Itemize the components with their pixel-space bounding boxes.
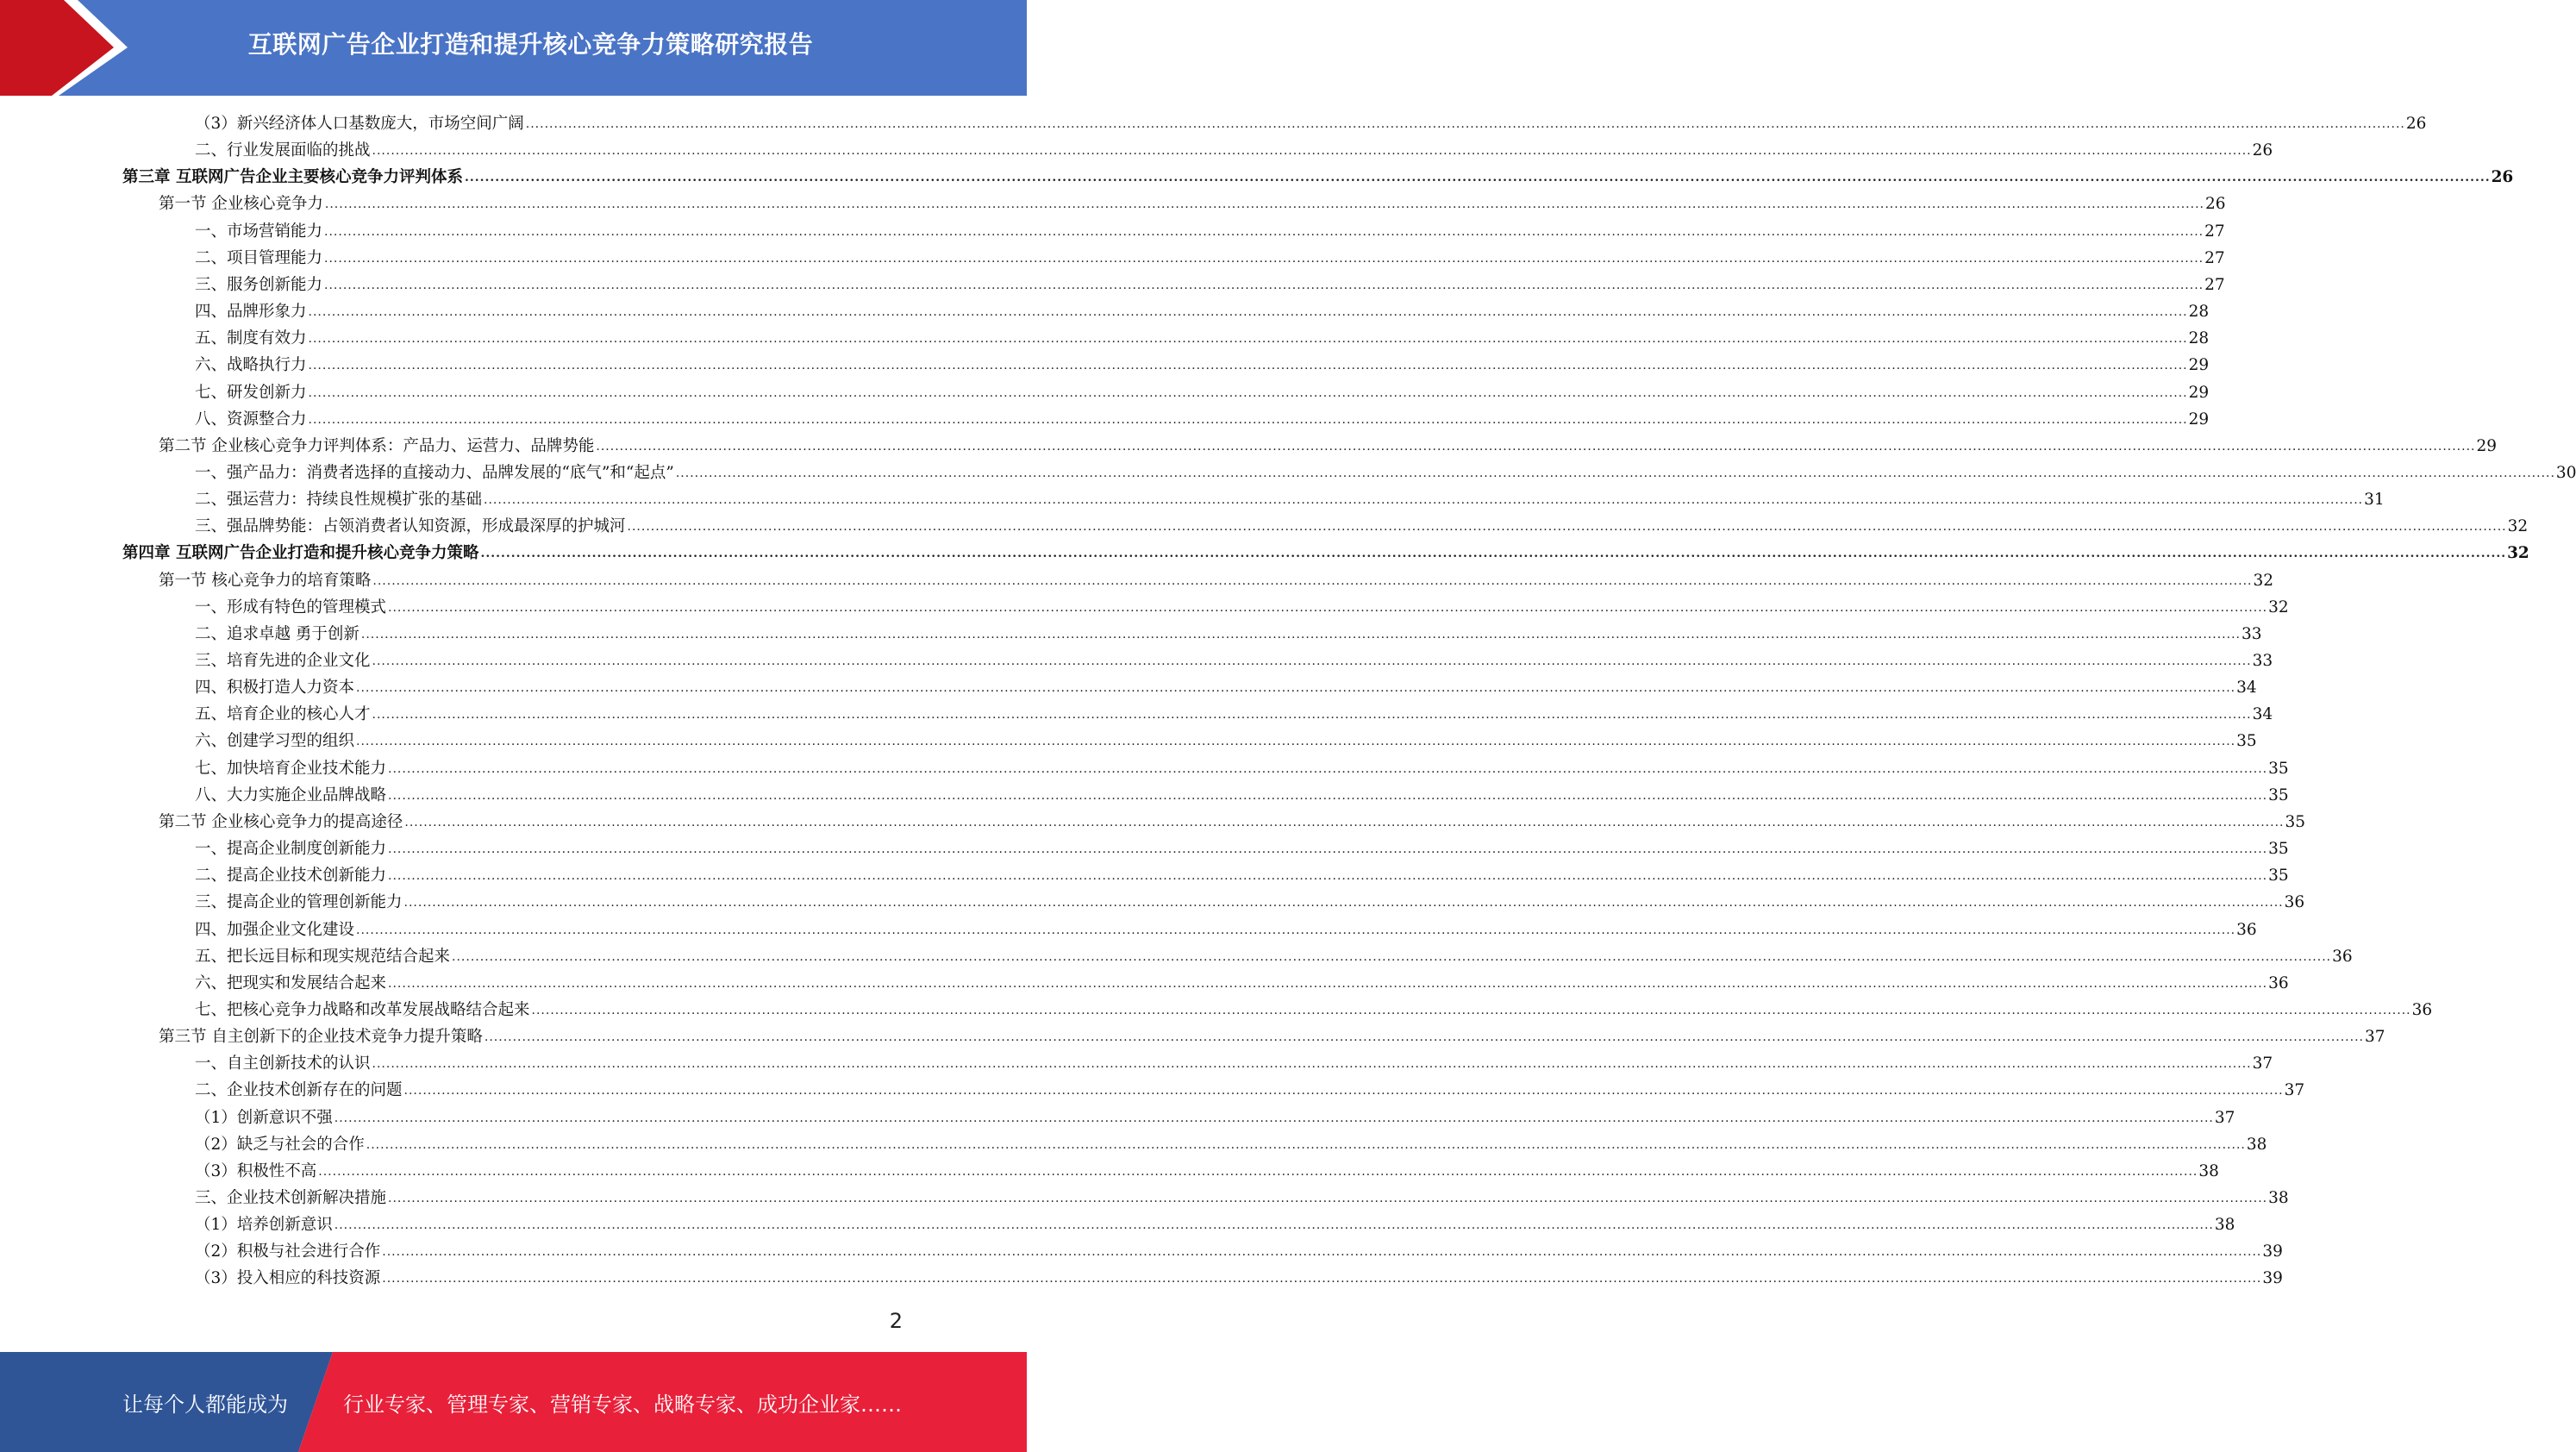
toc-entry-page: 34 [2252,705,2273,724]
toc-entry-label: 二、强运营力：持续良性规模扩张的基础 [195,491,483,510]
toc-leader-dots: ................................................................................................................................................................................................................................................................................................................................................................................................................ [324,251,2204,266]
toc-item-entry[interactable] [195,406,2210,433]
toc-entry-page: 27 [2204,275,2225,294]
toc-item-entry[interactable] [195,1050,2273,1077]
toc-entry-label: 第三章 互联网广告企业主要核心竞争力评判体系 [122,168,463,187]
toc-leader-dots: ................................................................................................................................................................................................................................................................................................................................................................................................................ [308,305,2188,320]
toc-entry-label: 一、强产品力：消费者选择的直接动力、品牌发展的“底气”和“起点” [195,463,674,482]
toc-item-entry[interactable] [195,970,2289,997]
toc-leader-dots: ................................................................................................................................................................................................................................................................................................................................................................................................................ [308,332,2188,347]
toc-leader-dots: ................................................................................................................................................................................................................................................................................................................................................................................................................ [360,627,2241,642]
toc-entry-page: 28 [2188,303,2210,322]
toc-leader-dots: ................................................................................................................................................................................................................................................................................................................................................................................................................ [308,412,2188,427]
toc-entry-page: 32 [2268,598,2289,616]
toc-leader-dots: ................................................................................................................................................................................................................................................................................................................................................................................................................ [675,466,2555,480]
toc-leader-dots: ................................................................................................................................................................................................................................................................................................................................................................................................................ [372,708,2252,723]
toc-entry-label: 六、把现实和发展结合起来 [195,973,387,992]
toc-section-entry[interactable] [159,809,2306,836]
toc-entry-page: 38 [2246,1135,2267,1154]
toc-entry-label: （2）积极与社会进行合作 [195,1242,381,1261]
toc-leader-dots: ................................................................................................................................................................................................................................................................................................................................................................................................................ [388,976,2268,991]
toc-leader-dots: ................................................................................................................................................................................................................................................................................................................................................................................................................ [388,761,2268,776]
toc-entry-label: 第二节 企业核心竞争力评判体系：产品力、运营力、品牌势能 [159,436,595,455]
toc-item-entry[interactable] [195,1131,2267,1158]
toc-section-entry[interactable] [159,567,2274,594]
toc-leader-dots: ................................................................................................................................................................................................................................................................................................................................................................................................................ [531,1003,2411,1017]
toc-leader-dots: ................................................................................................................................................................................................................................................................................................................................................................................................................ [464,171,2491,185]
toc-leader-dots: ................................................................................................................................................................................................................................................................................................................................................................................................................ [388,869,2268,884]
toc-item-entry[interactable] [195,1265,2283,1292]
toc-leader-dots: ................................................................................................................................................................................................................................................................................................................................................................................................................ [403,896,2284,911]
toc-item-entry[interactable] [195,298,2210,325]
toc-item-entry[interactable] [195,1077,2305,1104]
footer-slogan-right: 行业专家、管理专家、营销专家、战略专家、成功企业家…… [343,1392,902,1417]
toc-entry-page: 26 [2491,168,2514,187]
toc-leader-dots: ................................................................................................................................................................................................................................................................................................................................................................................................................ [480,547,2507,561]
toc-entry-page: 33 [2241,624,2262,643]
toc-item-entry[interactable] [195,621,2262,648]
toc-entry-label: 七、研发创新力 [195,383,307,402]
toc-item-entry[interactable] [195,943,2353,970]
toc-entry-label: （3）投入相应的科技资源 [195,1269,381,1288]
toc-entry-page: 38 [2198,1161,2219,1180]
toc-entry-page: 37 [2214,1108,2235,1127]
toc-leader-dots: ................................................................................................................................................................................................................................................................................................................................................................................................................ [403,1084,2284,1098]
toc-leader-dots: ................................................................................................................................................................................................................................................................................................................................................................................................................ [388,842,2268,857]
page-header [0,0,1027,96]
toc-entry-label: 六、战略执行力 [195,356,307,375]
toc-entry-page: 27 [2204,222,2225,241]
toc-leader-dots: ................................................................................................................................................................................................................................................................................................................................................................................................................ [388,1192,2268,1205]
toc-entry-page: 33 [2252,652,2273,670]
toc-leader-dots: ................................................................................................................................................................................................................................................................................................................................................................................................................ [334,1111,2214,1125]
toc-entry-label: 一、市场营销能力 [195,222,323,241]
toc-entry-page: 38 [2214,1216,2235,1235]
toc-item-entry[interactable] [195,1238,2283,1265]
toc-entry-label: 第一节 企业核心竞争力 [159,195,323,214]
toc-entry-label: 三、提高企业的管理创新能力 [195,893,403,912]
toc-entry-page: 36 [2236,920,2257,939]
page-footer [0,1352,1027,1452]
toc-item-entry[interactable] [195,728,2257,754]
toc-leader-dots: ................................................................................................................................................................................................................................................................................................................................................................................................................ [484,1030,2364,1045]
toc-entry-page: 37 [2364,1028,2385,1047]
toc-entry-label: 六、创建学习型的组织 [195,732,355,751]
toc-entry-label: 第二节 企业核心竞争力的提高途径 [159,812,403,831]
toc-item-entry[interactable] [195,218,2225,245]
toc-item-entry[interactable] [195,674,2257,701]
toc-entry-page: 38 [2268,1189,2289,1207]
toc-leader-dots: ................................................................................................................................................................................................................................................................................................................................................................................................................ [382,1272,2262,1286]
toc-leader-dots: ................................................................................................................................................................................................................................................................................................................................................................................................................ [382,1245,2262,1260]
toc-entry-label: 三、强品牌势能：占领消费者认知资源，形成最深厚的护城河 [195,517,626,536]
toc-leader-dots: ................................................................................................................................................................................................................................................................................................................................................................................................................ [308,385,2188,400]
toc-leader-dots: ................................................................................................................................................................................................................................................................................................................................................................................................................ [452,949,2332,964]
toc-leader-dots: ................................................................................................................................................................................................................................................................................................................................................................................................................ [525,117,2405,131]
toc-entry-label: 七、加快培育企业技术能力 [195,759,387,778]
toc-entry-label: 三、培育先进的企业文化 [195,652,371,670]
toc-leader-dots: ................................................................................................................................................................................................................................................................................................................................................................................................................ [596,439,2476,454]
toc-entry-page: 29 [2188,383,2210,402]
toc-chapter-entry[interactable] [122,164,2514,191]
toc-entry-label: 二、追求卓越 勇于创新 [195,624,360,643]
toc-entry-page: 29 [2188,356,2210,375]
toc-entry-page: 30 [2555,463,2576,482]
toc-item-entry[interactable] [195,325,2210,352]
toc-leader-dots: ................................................................................................................................................................................................................................................................................................................................................................................................................ [318,1164,2198,1179]
toc-item-entry[interactable] [195,513,2529,540]
toc-leader-dots: ................................................................................................................................................................................................................................................................................................................................................................................................................ [334,1218,2214,1233]
toc-entry-label: 一、自主创新技术的认识 [195,1055,371,1073]
toc-entry-label: 五、制度有效力 [195,329,307,348]
toc-entry-label: （1）培养创新意识 [195,1216,333,1235]
toc-entry-label: 四、积极打造人力资本 [195,679,355,698]
toc-entry-label: 三、服务创新能力 [195,275,323,294]
toc-entry-page: 35 [2268,759,2289,778]
toc-entry-page: 35 [2268,840,2289,859]
toc-entry-page: 37 [2284,1081,2305,1100]
toc-entry-label: 第一节 核心竞争力的培育策略 [159,571,372,590]
toc-item-entry[interactable] [195,997,2433,1023]
toc-entry-label: （2）缺乏与社会的合作 [195,1135,365,1154]
toc-entry-page: 29 [2188,410,2210,429]
toc-entry-label: 八、大力实施企业品牌战略 [195,785,387,804]
toc-leader-dots: ................................................................................................................................................................................................................................................................................................................................................................................................................ [366,1137,2246,1152]
toc-entry-label: 一、提高企业制度创新能力 [195,840,387,859]
header-title: 互联网广告企业打造和提升核心竞争力策略研究报告 [247,30,814,59]
toc-entry-label: 三、企业技术创新解决措施 [195,1189,387,1207]
toc-entry-label: 五、把长远目标和现实规范结合起来 [195,947,451,966]
toc-entry-page: 32 [2253,571,2274,590]
toc-leader-dots: ................................................................................................................................................................................................................................................................................................................................................................................................................ [356,735,2236,749]
toc-entry-label: 八、资源整合力 [195,410,307,429]
toc-item-entry[interactable] [195,486,2385,513]
toc-entry-page: 36 [2332,947,2353,966]
toc-item-entry[interactable] [195,352,2210,379]
toc-leader-dots: ................................................................................................................................................................................................................................................................................................................................................................................................................ [308,359,2188,373]
toc-item-entry[interactable] [195,1158,2219,1185]
toc-item-entry[interactable] [195,1185,2289,1211]
toc-section-entry[interactable] [159,433,2498,460]
toc-item-entry[interactable] [195,594,2289,621]
toc-entry-page: 37 [2252,1055,2273,1073]
toc-entry-page: 35 [2268,867,2289,886]
toc-leader-dots: ................................................................................................................................................................................................................................................................................................................................................................................................................ [388,788,2268,803]
toc-leader-dots: ................................................................................................................................................................................................................................................................................................................................................................................................................ [404,815,2285,829]
toc-entry-page: 31 [2364,491,2385,510]
toc-entry-page: 39 [2262,1242,2283,1261]
toc-item-entry[interactable] [195,755,2289,782]
toc-item-entry[interactable] [195,1211,2235,1238]
toc-leader-dots: ................................................................................................................................................................................................................................................................................................................................................................................................................ [372,144,2252,159]
toc-item-entry[interactable] [195,272,2225,298]
toc-leader-dots: ................................................................................................................................................................................................................................................................................................................................................................................................................ [324,278,2204,292]
toc-entry-page: 26 [2405,115,2427,133]
toc-section-entry[interactable] [159,191,2226,217]
toc-entry-page: 35 [2268,785,2289,804]
toc-section-entry[interactable] [159,1023,2385,1050]
toc-entry-label: （1）创新意识不强 [195,1108,333,1127]
toc-entry-label: 一、形成有特色的管理模式 [195,598,387,616]
toc-leader-dots: ................................................................................................................................................................................................................................................................................................................................................................................................................ [372,1057,2252,1072]
toc-entry-label: 五、培育企业的核心人才 [195,705,371,724]
toc-entry-page: 36 [2268,973,2289,992]
toc-item-entry[interactable] [195,379,2210,406]
toc-item-entry[interactable] [195,110,2427,137]
toc-entry-page: 29 [2476,436,2498,455]
toc-item-entry[interactable] [195,889,2305,916]
toc-item-entry[interactable] [195,836,2289,862]
toc-entry-label: 第四章 互联网广告企业打造和提升核心竞争力策略 [122,544,479,563]
toc-item-entry[interactable] [195,782,2289,809]
toc-item-entry[interactable] [195,460,2576,486]
toc-entry-page: 32 [2507,544,2529,563]
toc-item-entry[interactable] [195,862,2289,889]
toc-entry-label: 四、加强企业文化建设 [195,920,355,939]
toc-item-entry[interactable] [195,701,2273,728]
toc-entry-label: 四、品牌形象力 [195,303,307,322]
toc-entry-page: 34 [2236,679,2257,698]
toc-entry-label: 二、企业技术创新存在的问题 [195,1081,403,1100]
toc-entry-label: 二、提高企业技术创新能力 [195,867,387,886]
toc-item-entry[interactable] [195,917,2257,943]
toc-entry-page: 39 [2262,1269,2283,1288]
toc-leader-dots: ................................................................................................................................................................................................................................................................................................................................................................................................................ [356,923,2236,937]
toc-entry-page: 35 [2236,732,2257,751]
toc-item-entry[interactable] [195,1105,2235,1131]
toc-entry-label: （3）新兴经济体人口基数庞大，市场空间广阔 [195,115,524,133]
toc-entry-page: 26 [2204,195,2226,214]
toc-chapter-entry[interactable] [122,540,2529,566]
toc-leader-dots: ................................................................................................................................................................................................................................................................................................................................................................................................................ [388,600,2268,615]
toc-entry-label: 七、把核心竞争力战略和改革发展战略结合起来 [195,1000,530,1019]
toc-entry-page: 36 [2411,1000,2433,1019]
toc-entry-page: 28 [2188,329,2210,348]
toc-leader-dots: ................................................................................................................................................................................................................................................................................................................................................................................................................ [484,493,2364,508]
toc-leader-dots: ................................................................................................................................................................................................................................................................................................................................................................................................................ [372,573,2253,588]
toc-leader-dots: ................................................................................................................................................................................................................................................................................................................................................................................................................ [324,197,2204,212]
toc-entry-label: 二、行业发展面临的挑战 [195,141,371,160]
toc-entry-label: （3）积极性不高 [195,1161,317,1180]
toc-leader-dots: ................................................................................................................................................................................................................................................................................................................................................................................................................ [324,224,2204,239]
toc-entry-label: 二、项目管理能力 [195,248,323,267]
toc-leader-dots: ................................................................................................................................................................................................................................................................................................................................................................................................................ [627,520,2507,535]
toc-entry-page: 36 [2284,893,2305,912]
page-number: 2 [889,1309,903,1333]
toc-entry-page: 32 [2507,517,2529,536]
toc-leader-dots: ................................................................................................................................................................................................................................................................................................................................................................................................................ [372,654,2252,668]
toc-entry-page: 26 [2252,141,2273,160]
toc-item-entry[interactable] [195,648,2273,674]
toc-entry-page: 35 [2285,812,2306,831]
toc-entry-label: 第三节 自主创新下的企业技术竞争力提升策略 [159,1028,483,1047]
footer-slogan-left: 让每个人都能成为 [122,1392,288,1417]
toc-leader-dots: ................................................................................................................................................................................................................................................................................................................................................................................................................ [356,681,2236,696]
toc-item-entry[interactable] [195,137,2273,164]
toc-entry-page: 27 [2204,248,2225,267]
toc-item-entry[interactable] [195,245,2225,272]
